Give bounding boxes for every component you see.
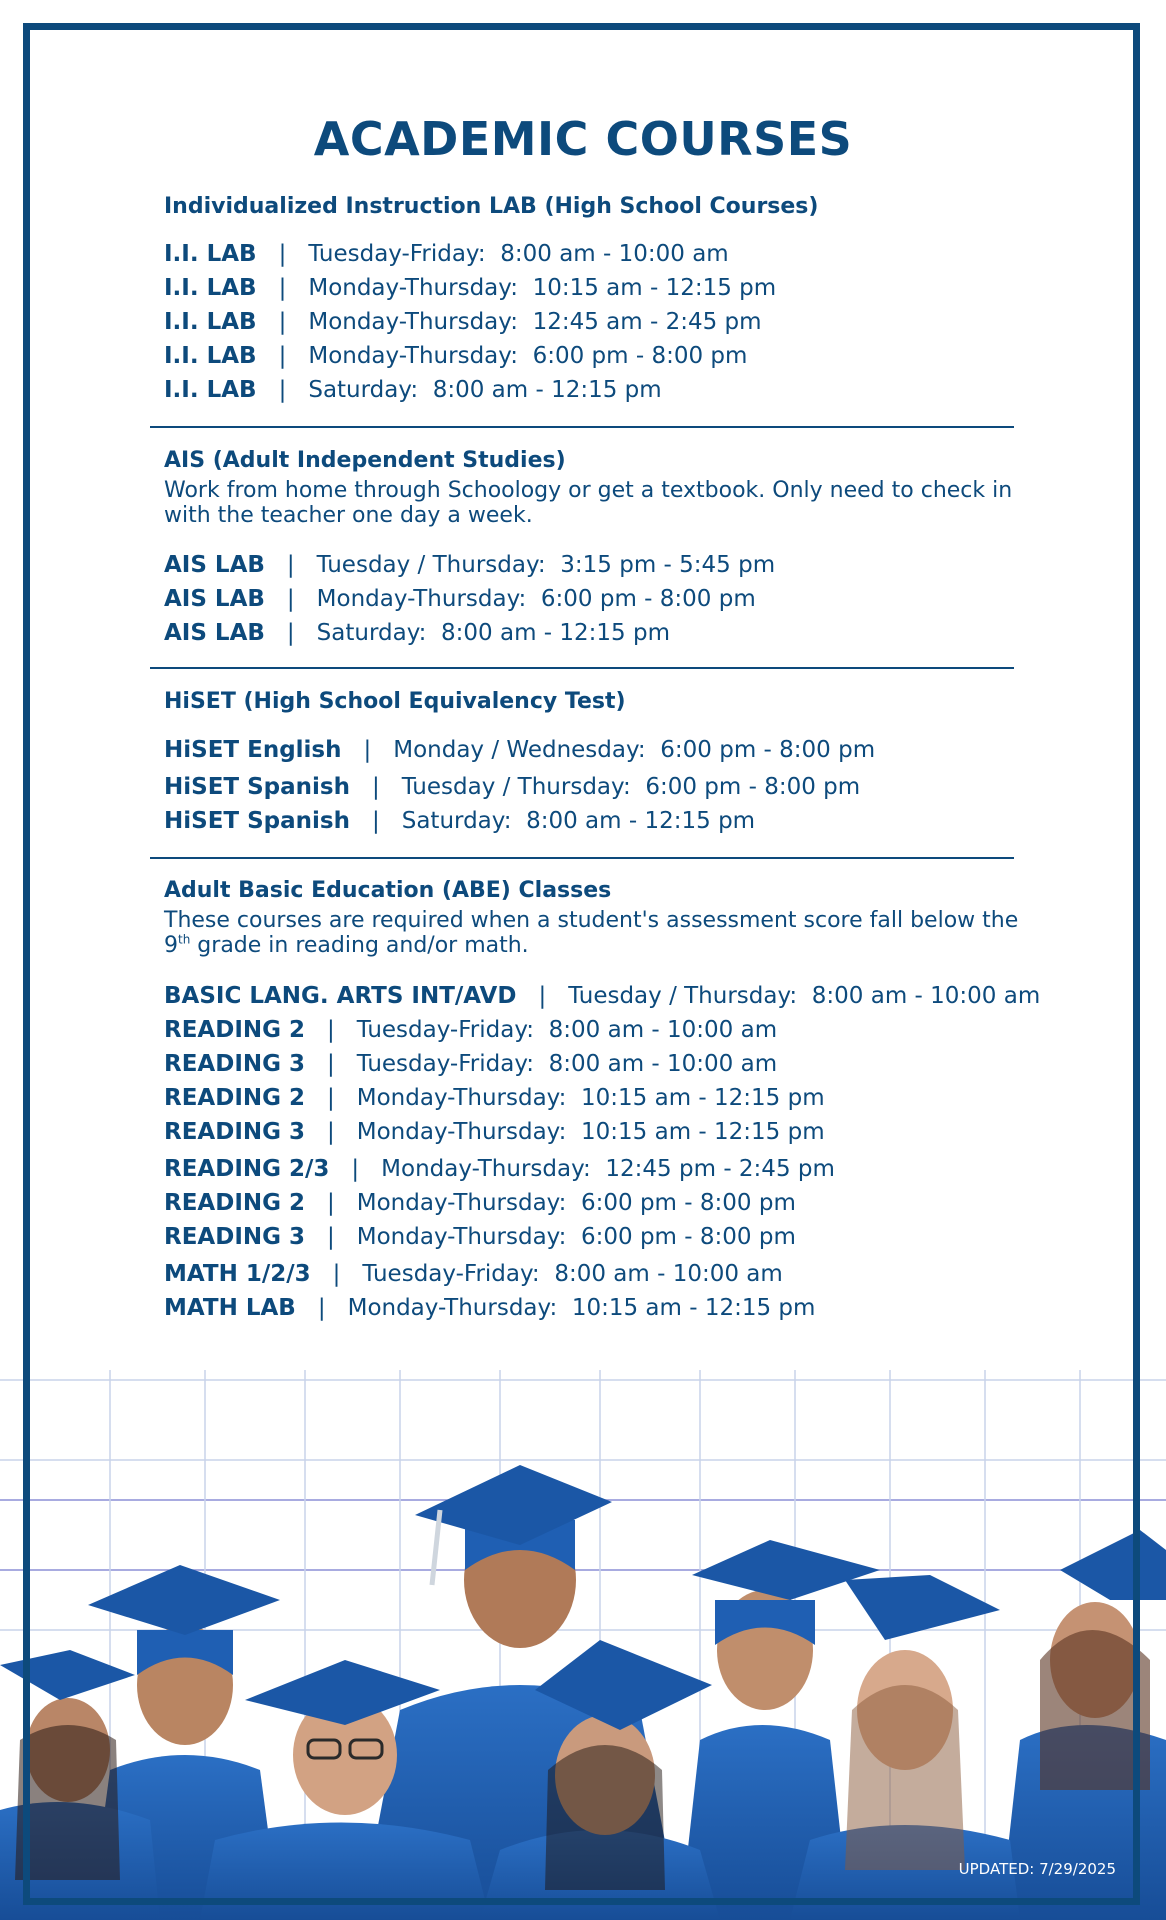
schedule-row: I.I. LAB | Monday-Thursday: 10:15 am - 12:15 pm <box>164 275 777 301</box>
course-name: READING 2 <box>164 1190 306 1216</box>
course-name: MATH LAB <box>164 1295 296 1321</box>
course-name: HiSET Spanish <box>164 808 350 834</box>
section-divider <box>150 426 1014 428</box>
schedule-row: BASIC LANG. ARTS INT/AVD | Tuesday / Thursday: 8:00 am - 10:00 am <box>164 983 1041 1009</box>
graduates-photo <box>0 1410 1166 1920</box>
schedule-row: AIS LAB | Tuesday / Thursday: 3:15 pm - 5:45 pm <box>164 552 776 578</box>
course-name: BASIC LANG. ARTS INT/AVD <box>164 983 517 1009</box>
course-name: AIS LAB <box>164 552 265 578</box>
schedule-row: I.I. LAB | Monday-Thursday: 12:45 am - 2:45 pm <box>164 309 762 335</box>
section-heading-lab: Individualized Instruction LAB (High School Courses) <box>164 194 819 219</box>
course-name: READING 2/3 <box>164 1156 330 1182</box>
course-name: READING 2 <box>164 1017 306 1043</box>
course-name: MATH 1/2/3 <box>164 1261 311 1287</box>
section-description-ais: Work from home through Schoology or get a textbook. Only need to check in with the teacher one day a week. <box>164 478 1013 528</box>
course-name: I.I. LAB <box>164 343 257 369</box>
schedule-row: READING 2 | Monday-Thursday: 6:00 pm - 8:00 pm <box>164 1190 796 1216</box>
course-name: READING 3 <box>164 1224 306 1250</box>
page-title: ACADEMIC COURSES <box>313 112 853 166</box>
schedule-row: MATH 1/2/3 | Tuesday-Friday: 8:00 am - 10:00 am <box>164 1261 783 1287</box>
schedule-row: READING 2 | Tuesday-Friday: 8:00 am - 10:00 am <box>164 1017 778 1043</box>
section-heading-abe: Adult Basic Education (ABE) Classes <box>164 878 612 903</box>
schedule-row: AIS LAB | Monday-Thursday: 6:00 pm - 8:00 pm <box>164 586 756 612</box>
schedule-row: AIS LAB | Saturday: 8:00 am - 12:15 pm <box>164 620 671 646</box>
schedule-row: READING 3 | Monday-Thursday: 6:00 pm - 8:00 pm <box>164 1224 796 1250</box>
course-name: AIS LAB <box>164 620 265 646</box>
course-name: I.I. LAB <box>164 275 257 301</box>
course-name: I.I. LAB <box>164 377 257 403</box>
schedule-row: I.I. LAB | Saturday: 8:00 am - 12:15 pm <box>164 377 662 403</box>
section-heading-ais: AIS (Adult Independent Studies) <box>164 448 566 473</box>
schedule-row: HiSET Spanish | Saturday: 8:00 am - 12:15 pm <box>164 808 756 834</box>
schedule-row: READING 3 | Monday-Thursday: 10:15 am - 12:15 pm <box>164 1119 825 1145</box>
section-divider <box>150 857 1014 859</box>
section-divider <box>150 667 1014 669</box>
course-name: READING 3 <box>164 1051 306 1077</box>
course-name: READING 3 <box>164 1119 306 1145</box>
course-name: HiSET English <box>164 737 342 763</box>
course-name: HiSET Spanish <box>164 774 350 800</box>
schedule-row: READING 2 | Monday-Thursday: 10:15 am - 12:15 pm <box>164 1085 825 1111</box>
course-name: AIS LAB <box>164 586 265 612</box>
schedule-row: HiSET Spanish | Tuesday / Thursday: 6:00 pm - 8:00 pm <box>164 774 861 800</box>
schedule-row: I.I. LAB | Monday-Thursday: 6:00 pm - 8:00 pm <box>164 343 748 369</box>
schedule-row: I.I. LAB | Tuesday-Friday: 8:00 am - 10:00 am <box>164 241 729 267</box>
course-name: READING 2 <box>164 1085 306 1111</box>
updated-date: UPDATED: 7/29/2025 <box>958 1860 1116 1878</box>
section-description-abe: These courses are required when a student's assessment score fall below the 9th grade in reading and/or math. <box>164 908 1019 958</box>
schedule-row: READING 2/3 | Monday-Thursday: 12:45 pm - 2:45 pm <box>164 1156 835 1182</box>
course-name: I.I. LAB <box>164 309 257 335</box>
schedule-row: MATH LAB | Monday-Thursday: 10:15 am - 12:15 pm <box>164 1295 816 1321</box>
schedule-row: HiSET English | Monday / Wednesday: 6:00 pm - 8:00 pm <box>164 737 876 763</box>
course-name: I.I. LAB <box>164 241 257 267</box>
schedule-row: READING 3 | Tuesday-Friday: 8:00 am - 10:00 am <box>164 1051 778 1077</box>
section-heading-hiset: HiSET (High School Equivalency Test) <box>164 689 626 714</box>
